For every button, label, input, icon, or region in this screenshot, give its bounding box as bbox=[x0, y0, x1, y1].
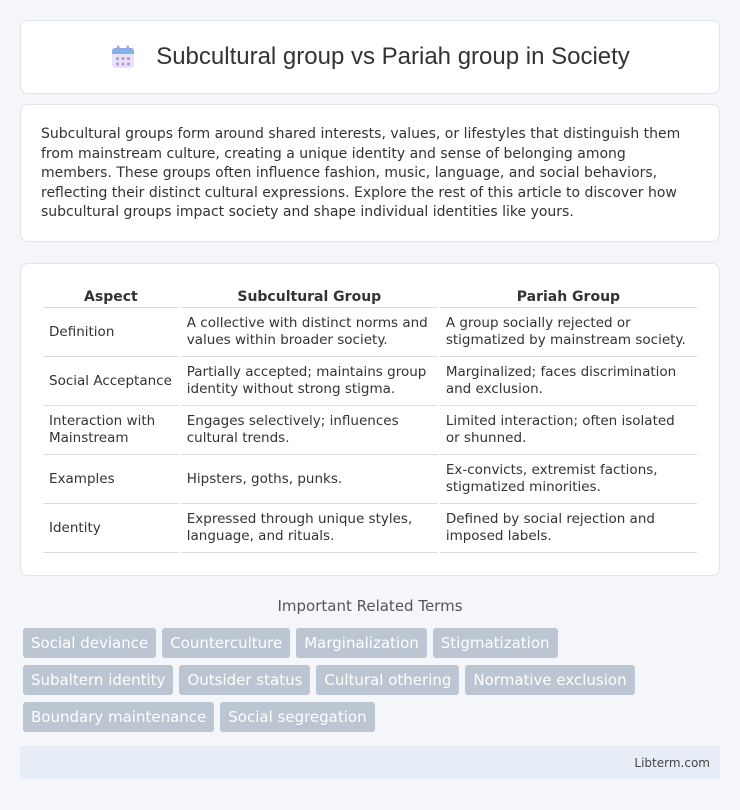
calendar-icon bbox=[110, 44, 136, 70]
related-term-tag[interactable]: Stigmatization bbox=[433, 628, 558, 658]
table-cell: Examples bbox=[43, 455, 179, 504]
column-header: Pariah Group bbox=[440, 286, 697, 308]
related-term-tag[interactable]: Boundary maintenance bbox=[23, 702, 214, 732]
related-term-tag[interactable]: Social segregation bbox=[220, 702, 374, 732]
table-row bbox=[43, 455, 697, 504]
table-cell: Interaction with Mainstream bbox=[43, 406, 179, 455]
table-row bbox=[43, 504, 697, 553]
related-term-tag[interactable]: Subaltern identity bbox=[23, 665, 173, 695]
intro-card bbox=[20, 104, 720, 242]
comparison-table bbox=[41, 286, 699, 553]
intro-text: Subcultural groups form around shared interests, values, or lifestyles that distinguish them from mainstream culture, creating a unique identity and sense of belonging among members. These groups often influence fashion, music, language, and social behaviors, reflecting their distinct cultural expressions. Explore the rest of this article to discover how subcultural groups impact society and shape individual identities like yours. bbox=[41, 126, 681, 220]
table-cell: Expressed through unique styles, language, and rituals. bbox=[181, 504, 438, 553]
table-cell: A group socially rejected or stigmatized by mainstream society. bbox=[440, 308, 697, 357]
table-row bbox=[43, 406, 697, 455]
table-cell: Definition bbox=[43, 308, 179, 357]
table-cell: Partially accepted; maintains group identity without strong stigma. bbox=[181, 357, 438, 406]
table-row bbox=[43, 308, 697, 357]
table-cell: Hipsters, goths, punks. bbox=[181, 455, 438, 504]
related-term-tag[interactable]: Cultural othering bbox=[316, 665, 459, 695]
related-terms-title: Important Related Terms bbox=[277, 597, 463, 615]
comparison-card bbox=[20, 263, 720, 576]
related-terms-list bbox=[23, 628, 703, 732]
column-header: Aspect bbox=[43, 286, 179, 308]
footer bbox=[20, 746, 720, 779]
page-title: Subcultural group vs Pariah group in Society bbox=[156, 43, 630, 70]
related-term-tag[interactable]: Social deviance bbox=[23, 628, 156, 658]
related-term-tag[interactable]: Marginalization bbox=[296, 628, 427, 658]
table-cell: Marginalized; faces discrimination and exclusion. bbox=[440, 357, 697, 406]
table-cell: Defined by social rejection and imposed labels. bbox=[440, 504, 697, 553]
table-cell: Engages selectively; influences cultural trends. bbox=[181, 406, 438, 455]
table-cell: Identity bbox=[43, 504, 179, 553]
related-term-tag[interactable]: Outsider status bbox=[179, 665, 310, 695]
table-row bbox=[43, 357, 697, 406]
table-header-row bbox=[43, 286, 697, 308]
table-cell: A collective with distinct norms and values within broader society. bbox=[181, 308, 438, 357]
related-term-tag[interactable]: Normative exclusion bbox=[465, 665, 634, 695]
table-cell: Social Acceptance bbox=[43, 357, 179, 406]
column-header: Subcultural Group bbox=[181, 286, 438, 308]
title-card bbox=[20, 20, 720, 94]
related-term-tag[interactable]: Counterculture bbox=[162, 628, 290, 658]
table-cell: Limited interaction; often isolated or shunned. bbox=[440, 406, 697, 455]
table-cell: Ex-convicts, extremist factions, stigmatized minorities. bbox=[440, 455, 697, 504]
footer-site-link[interactable]: Libterm.com bbox=[634, 755, 710, 770]
